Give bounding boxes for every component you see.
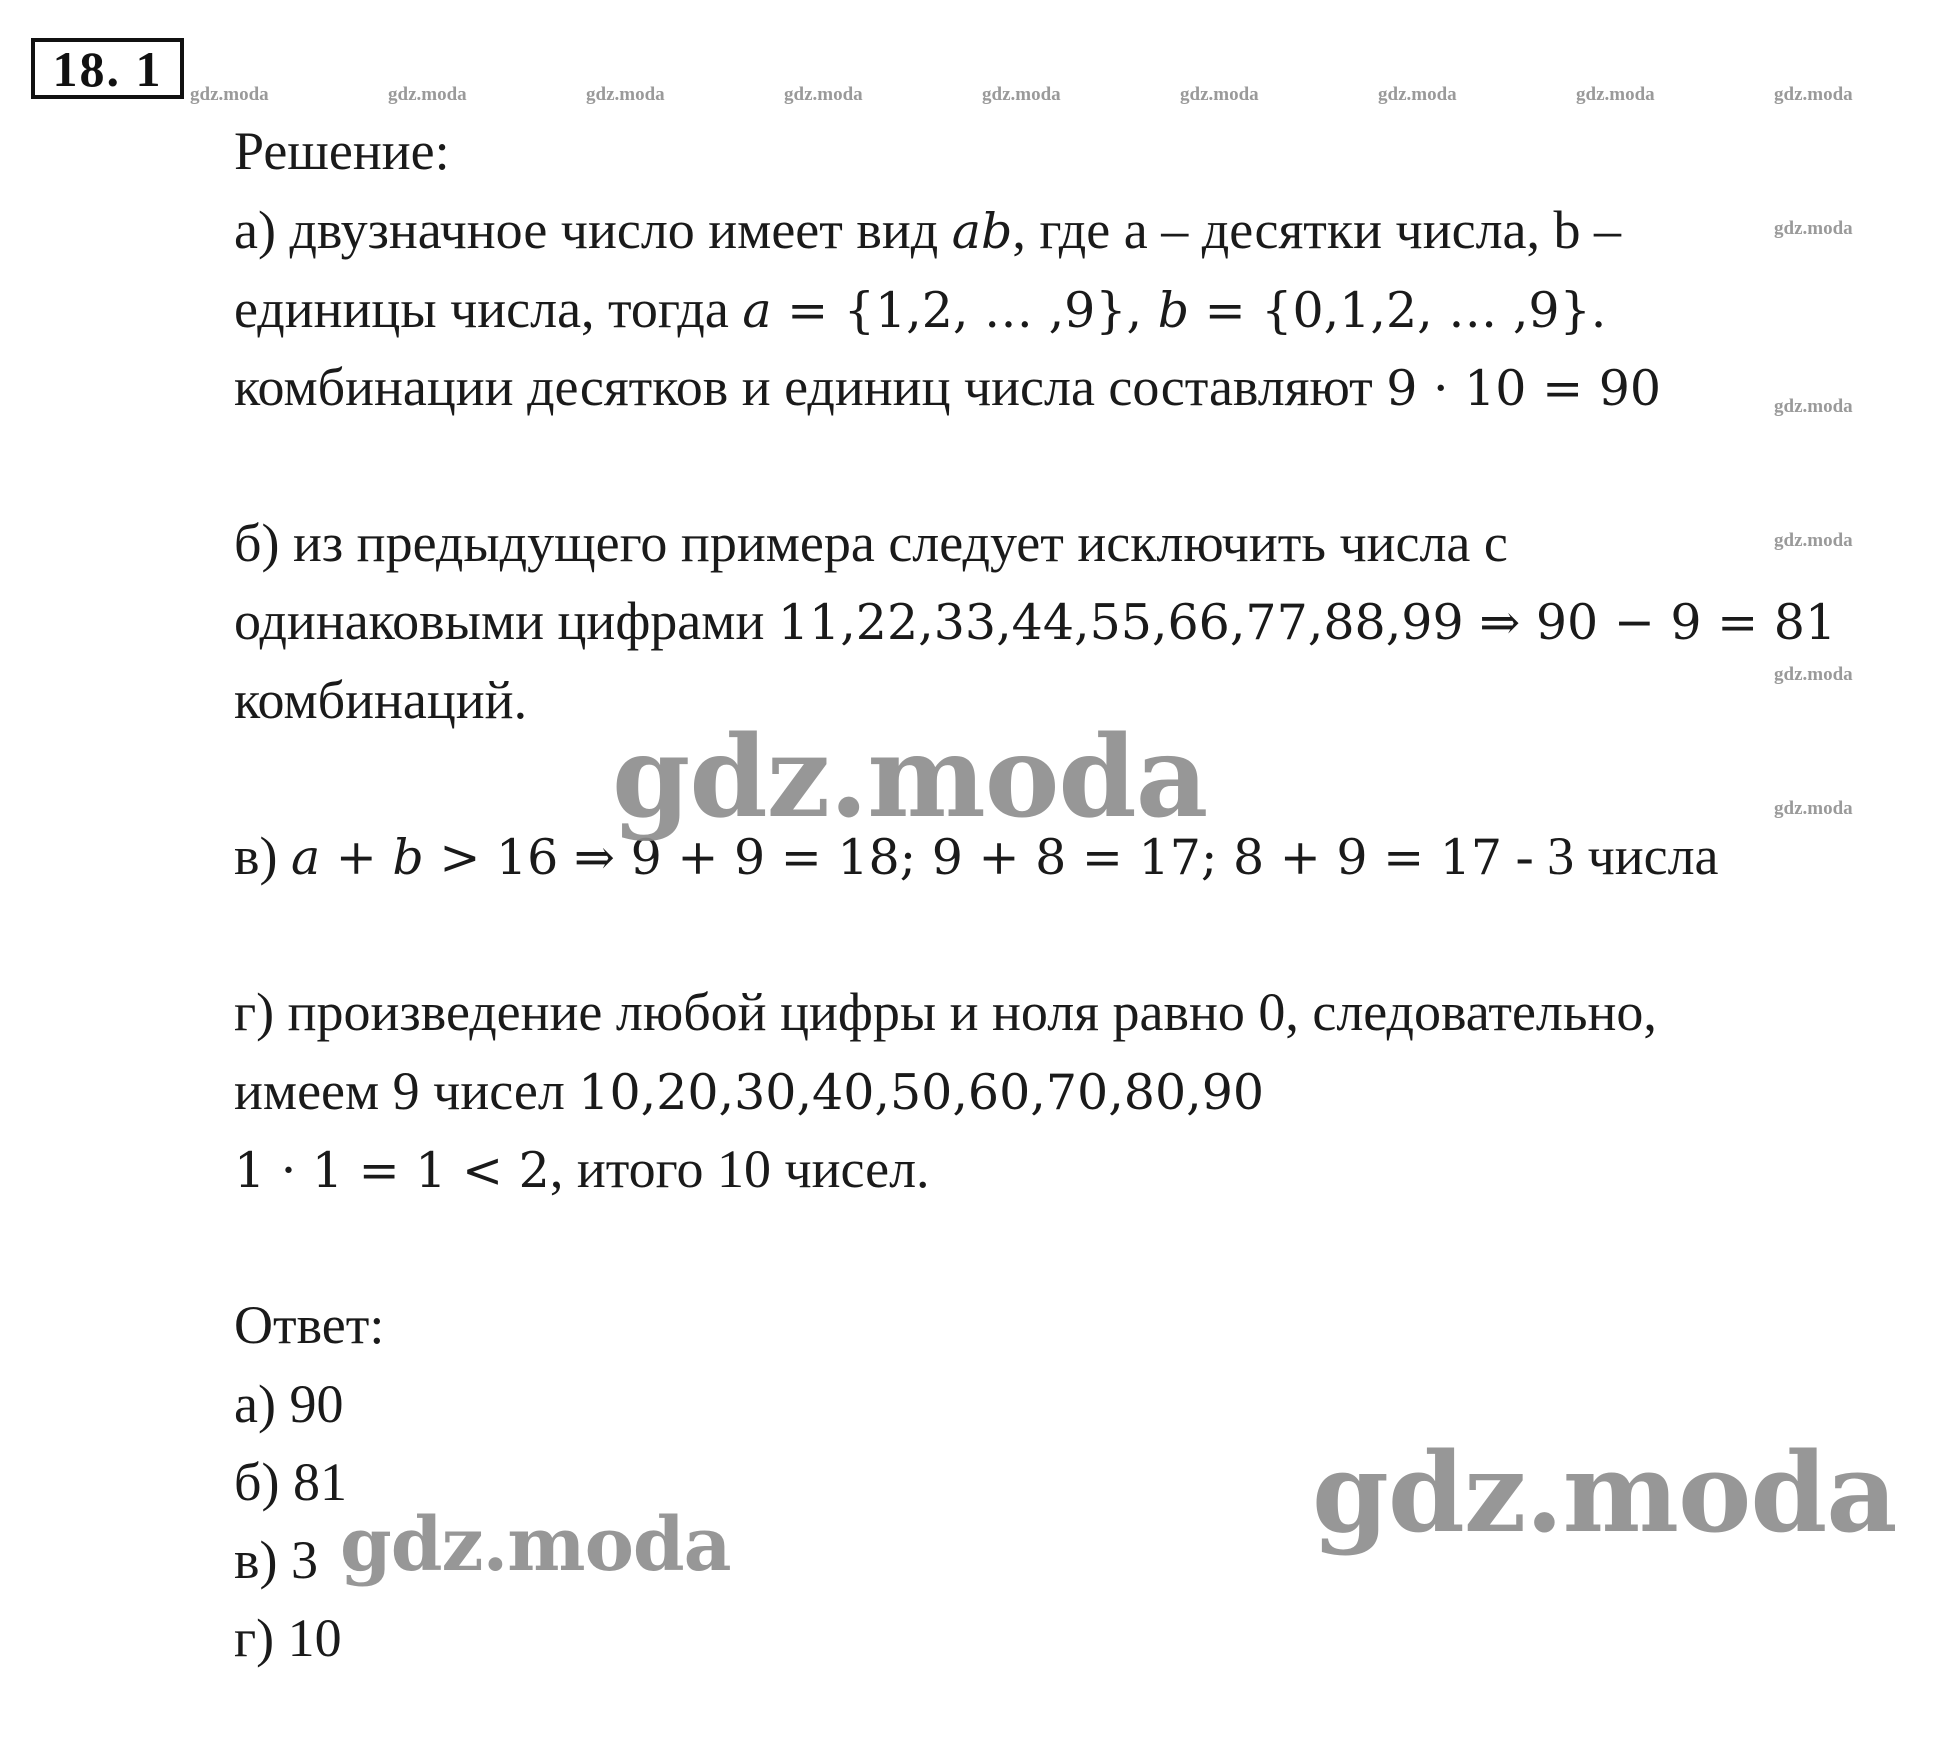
part-g-line-1: [234, 982, 1657, 1042]
watermark-small: gdz.moda: [1378, 84, 1457, 105]
watermark-small: gdz.moda: [1180, 84, 1259, 105]
solution-heading: [234, 121, 450, 181]
part-b-line-2: [234, 591, 1837, 651]
text: - 3 числа: [1502, 826, 1719, 886]
text: г) произведение любой цифры и ноля равно 0, следовательно,: [234, 982, 1657, 1042]
math-expr: 9 · 10 = 90: [1386, 360, 1662, 417]
text: одинаковыми цифрами: [234, 591, 778, 651]
math-expr: 1 · 1 = 1 < 2: [234, 1142, 550, 1199]
text: в) 3: [234, 1530, 318, 1590]
math-var: b: [392, 829, 424, 886]
math-var: a: [742, 282, 772, 339]
watermark-small: gdz.moda: [1774, 530, 1853, 551]
part-g-line-3: [234, 1139, 930, 1199]
text: , где a – десятки числа, b –: [1012, 200, 1621, 260]
watermark-small: gdz.moda: [1774, 218, 1853, 239]
text: Ответ:: [234, 1295, 385, 1355]
watermark-small: gdz.moda: [1774, 798, 1853, 819]
math-var: a: [290, 829, 321, 886]
answer-g: [234, 1608, 342, 1668]
watermark-large: gdz.moda: [1312, 1428, 1897, 1557]
text: имеем 9 чисел: [234, 1061, 579, 1121]
watermark-small: gdz.moda: [586, 84, 665, 105]
math-var: b: [1157, 282, 1190, 339]
answer-a: [234, 1374, 344, 1434]
part-a-line-2: [234, 279, 1607, 339]
text: г) 10: [234, 1608, 342, 1668]
math-expr: = {1,2, … ,9},: [771, 282, 1158, 339]
part-a-line-3: [234, 357, 1662, 417]
watermark-small: gdz.moda: [1774, 396, 1853, 417]
part-b-line-1: [234, 513, 1508, 573]
math-var: ab: [951, 203, 1013, 260]
answer-v: [234, 1530, 318, 1590]
watermark-small: gdz.moda: [388, 84, 467, 105]
watermark-small: gdz.moda: [1774, 664, 1853, 685]
text: б) из предыдущего примера следует исключить числа с: [234, 513, 1508, 573]
math-expr: 11,22,33,44,55,66,77,88,99 ⇒ 90 − 9 = 81: [777, 594, 1837, 651]
text: а) двузначное число имеет вид: [234, 200, 952, 260]
answer-heading: [234, 1295, 385, 1355]
text: в): [234, 826, 291, 886]
watermark-large: gdz.moda: [612, 712, 1208, 843]
math-expr: +: [320, 829, 393, 886]
watermark-small: gdz.moda: [784, 84, 863, 105]
watermark-large: gdz.moda: [340, 1502, 731, 1588]
text: комбинации десятков и единиц числа составляют: [234, 357, 1387, 417]
answer-b: [234, 1452, 347, 1512]
text: б) 81: [234, 1452, 347, 1512]
watermark-small: gdz.moda: [982, 84, 1061, 105]
watermark-small: gdz.moda: [1576, 84, 1655, 105]
text: единицы числа, тогда: [234, 279, 743, 339]
math-expr: = {0,1,2, … ,9}.: [1189, 282, 1607, 339]
text: а) 90: [234, 1374, 344, 1434]
text: , итого 10 чисел.: [549, 1139, 930, 1199]
watermark-small: gdz.moda: [1774, 84, 1853, 105]
math-expr: > 16 ⇒ 9 + 9 = 18; 9 + 8 = 17; 8 + 9 = 17: [423, 829, 1503, 886]
text: Решение:: [234, 121, 450, 181]
math-expr: 10,20,30,40,50,60,70,80,90: [578, 1064, 1265, 1121]
part-b-line-3: [234, 670, 528, 730]
text: комбинаций.: [234, 670, 528, 730]
task-number: 18. 1: [31, 38, 184, 99]
watermark-small: gdz.moda: [190, 84, 269, 105]
part-g-line-2: [234, 1061, 1265, 1121]
part-a-line-1: [234, 200, 1621, 260]
